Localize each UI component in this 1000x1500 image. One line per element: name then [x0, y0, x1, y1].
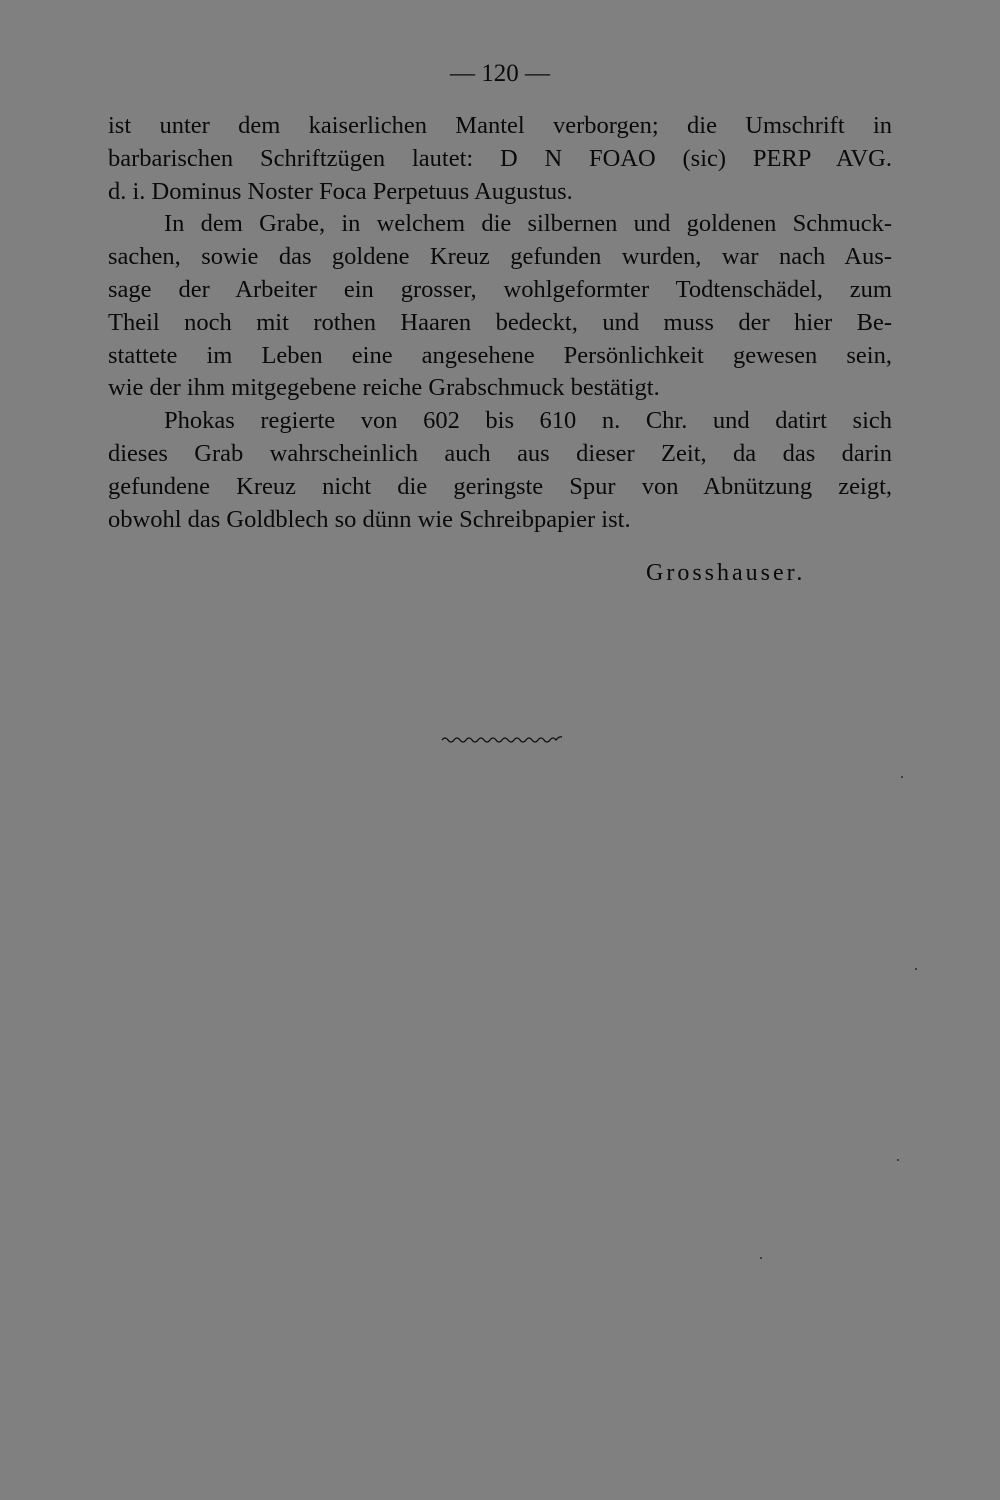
text-line: d. i. Dominus Noster Foca Perpetuus Augustus.: [108, 177, 573, 205]
paragraph-3: [108, 405, 892, 536]
scan-speck: [760, 1257, 762, 1259]
text-line: dieses Grab wahrscheinlich auch aus dieser Zeit, da das darin: [108, 439, 892, 467]
body-text: [108, 110, 892, 536]
text-line: Theil noch mit rothen Haaren bedeckt, und muss der hier Be-: [108, 308, 892, 336]
text-line: barbarischen Schriftzügen lautet: D N FOAO (sic) PERP AVG.: [108, 144, 892, 172]
paragraph-1: [108, 110, 892, 208]
text-line: sachen, sowie das goldene Kreuz gefunden wurden, war nach Aus-: [108, 243, 892, 271]
text-line: gefundene Kreuz nicht die geringste Spur von Abnützung zeigt,: [108, 472, 892, 500]
scan-speck: [897, 1159, 899, 1161]
scan-speck: [915, 968, 917, 970]
page-number: — 120 —: [450, 60, 550, 87]
author-signature: Grosshauser.: [646, 560, 806, 586]
scan-speck: [901, 776, 903, 778]
text-line: wie der ihm mitgegebene reiche Grabschmuck bestätigt.: [108, 374, 660, 402]
paragraph-2: [108, 208, 892, 405]
text-line: obwohl das Goldblech so dünn wie Schreibpapier ist.: [108, 505, 631, 533]
text-line: Phokas regierte von 602 bis 610 n. Chr. und datirt sich: [164, 407, 892, 435]
text-line: ist unter dem kaiserlichen Mantel verborgen; die Umschrift in: [108, 112, 892, 139]
text-line: stattete im Leben eine angesehene Persönlichkeit gewesen sein,: [108, 341, 892, 369]
text-line: sage der Arbeiter ein grosser, wohlgeformter Todtenschädel, zum: [108, 275, 892, 303]
wavy-divider: [440, 731, 564, 743]
text-line: In dem Grabe, in welchem die silbernen und goldenen Schmuck-: [164, 210, 892, 238]
